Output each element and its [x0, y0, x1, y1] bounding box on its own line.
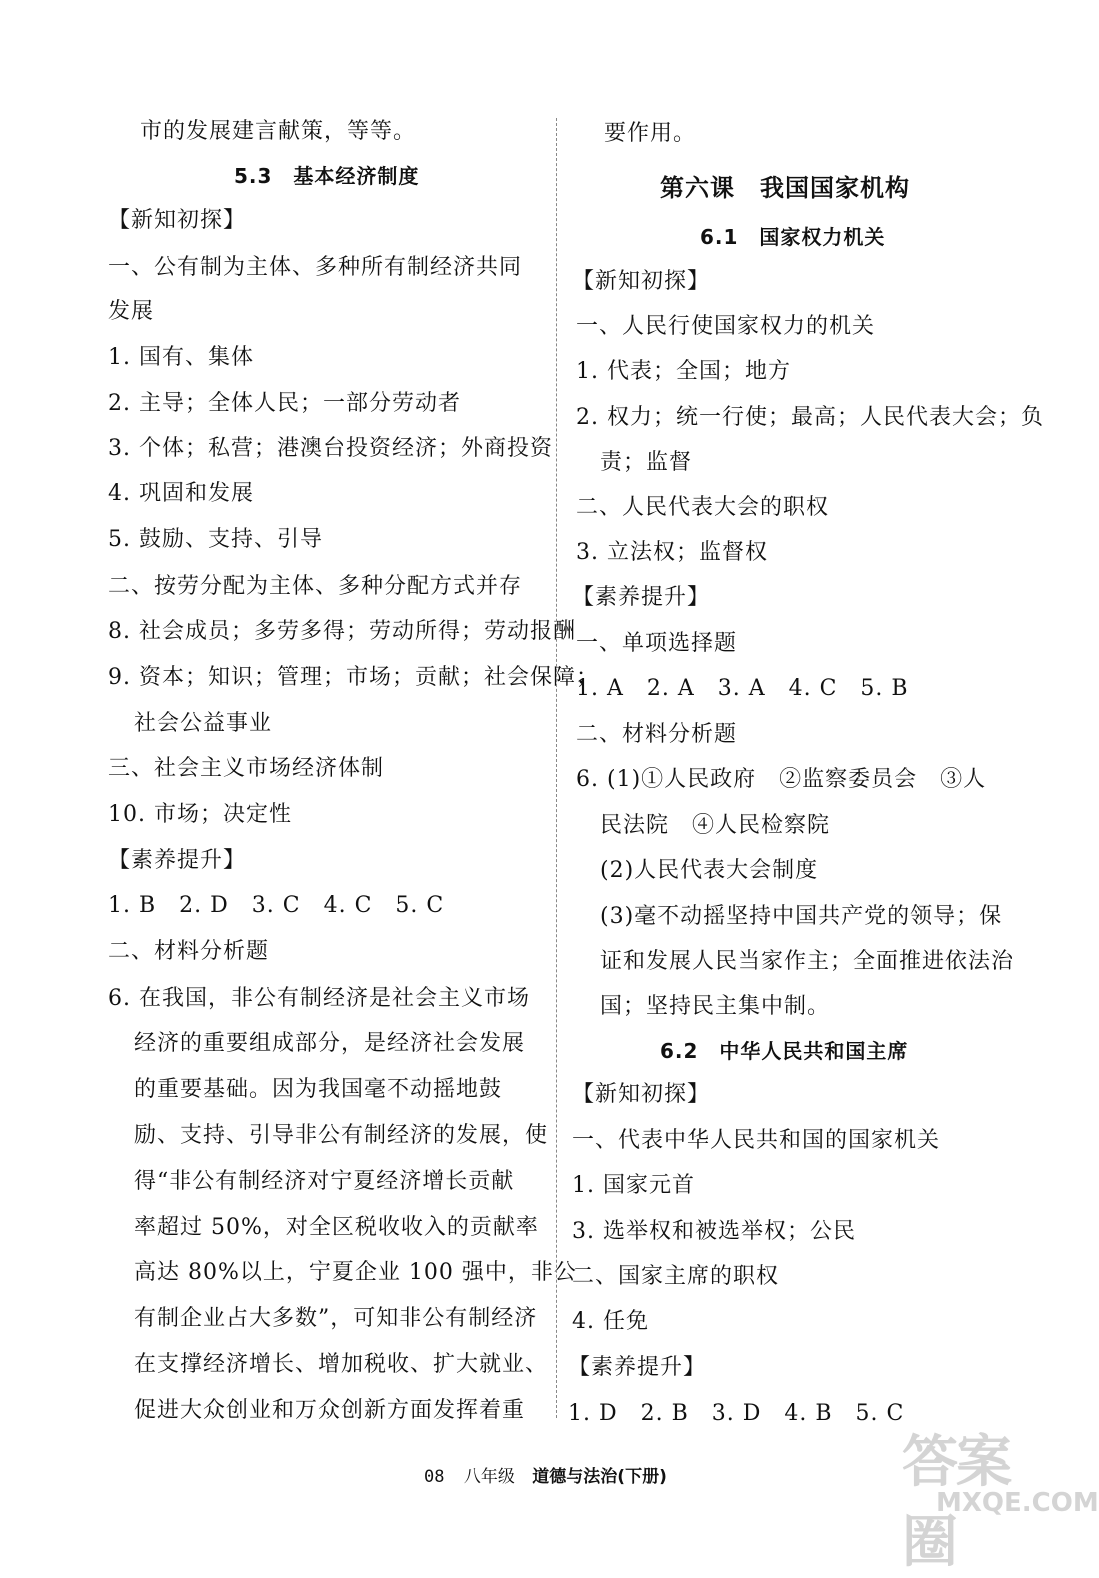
text-line: 一、单项选择题 — [576, 631, 738, 656]
subject-label: 道德与法治(下册) — [532, 1467, 667, 1487]
answer-line: 1. 代表；全国；地方 — [576, 359, 791, 384]
column-divider — [556, 118, 557, 1418]
text-line: 一、代表中华人民共和国的国家机关 — [572, 1128, 941, 1153]
text-line: 社会公益事业 — [134, 711, 273, 736]
text-line: 促进大众创业和万众创新方面发挥着重 — [134, 1398, 526, 1423]
subsection-label: 【新知初探】 — [572, 1082, 711, 1107]
answer-line: 1. A 2. A 3. A 4. C 5. B — [576, 676, 909, 701]
text-line: 有制企业占大多数”，可知非公有制经济 — [134, 1306, 538, 1331]
answer-line: 3. 个体；私营；港澳台投资经济；外商投资 — [108, 436, 553, 461]
text-line: 国；坚持民主集中制。 — [600, 994, 831, 1019]
answer-line: 3. 选举权和被选举权；公民 — [572, 1219, 856, 1244]
text-line: 一、人民行使国家权力的机关 — [576, 314, 876, 339]
text-line: 二、材料分析题 — [576, 722, 738, 747]
text-line: 一、公有制为主体、多种所有制经济共同 — [108, 255, 523, 280]
answer-line: 4. 任免 — [572, 1309, 649, 1334]
text-line: 得“非公有制经济对宁夏经济增长贡献 — [134, 1169, 515, 1194]
answer-line: 6. (1)①人民政府 ②监察委员会 ③人 — [576, 767, 987, 792]
answer-line: 3. 立法权；监督权 — [576, 540, 768, 565]
text-line: 的重要基础。因为我国毫不动摇地鼓 — [134, 1077, 503, 1102]
section-title: 6.2 中华人民共和国主席 — [660, 1039, 909, 1063]
subsection-label: 【新知初探】 — [572, 269, 711, 294]
answer-line: 1. B 2. D 3. C 4. C 5. C — [108, 893, 445, 918]
text-line: 市的发展建言献策，等等。 — [140, 119, 417, 144]
text-line: 三、社会主义市场经济体制 — [108, 756, 385, 781]
text-line: (3)毫不动摇坚持中国共产党的领导；保 — [600, 904, 1003, 929]
answer-line: 9. 资本；知识；管理；市场；贡献；社会保障； — [108, 665, 599, 690]
answer-line: 1. 国家元首 — [572, 1173, 695, 1198]
chapter-title: 第六课 我国国家机构 — [660, 174, 910, 202]
grade-label: 八年级 — [463, 1467, 515, 1487]
answer-line: 5. 鼓励、支持、引导 — [108, 527, 323, 552]
subsection-label: 【素养提升】 — [108, 848, 247, 873]
text-line: 率超过 50%，对全区税收收入的贡献率 — [134, 1215, 539, 1240]
section-title: 5.3 基本经济制度 — [234, 164, 420, 188]
watermark-site: MXQE.COM — [936, 1488, 1099, 1518]
answer-line: 1. 国有、集体 — [108, 345, 254, 370]
text-line: 高达 80%以上，宁夏企业 100 强中，非公 — [134, 1260, 577, 1285]
text-line: 二、国家主席的职权 — [572, 1264, 780, 1289]
text-line: 证和发展人民当家作主；全面推进依法治 — [600, 949, 1015, 974]
text-line: 民法院 ④人民检察院 — [600, 813, 831, 838]
text-line: (2)人民代表大会制度 — [600, 858, 819, 883]
answer-line: 6. 在我国，非公有制经济是社会主义市场 — [108, 986, 530, 1011]
text-line: 二、材料分析题 — [108, 939, 270, 964]
watermark-logo: 答案圈 — [902, 1430, 1010, 1575]
subsection-label: 【素养提升】 — [568, 1355, 707, 1380]
answer-line: 2. 主导；全体人民；一部分劳动者 — [108, 391, 461, 416]
text-line: 二、按劳分配为主体、多种分配方式并存 — [108, 574, 523, 599]
text-line: 在支撑经济增长、增加税收、扩大就业、 — [134, 1352, 549, 1377]
page-number: 08 — [424, 1467, 445, 1487]
text-line: 责；监督 — [600, 450, 693, 475]
page-footer — [424, 1462, 667, 1487]
watermark — [902, 1418, 1099, 1575]
text-line: 二、人民代表大会的职权 — [576, 495, 830, 520]
answer-line: 2. 权力；统一行使；最高；人民代表大会；负 — [576, 405, 1044, 430]
subsection-label: 【新知初探】 — [108, 208, 247, 233]
answer-line: 8. 社会成员；多劳多得；劳动所得；劳动报酬 — [108, 619, 576, 644]
answer-line: 1. D 2. B 3. D 4. B 5. C — [568, 1401, 905, 1426]
section-title: 6.1 国家权力机关 — [700, 225, 886, 249]
text-line: 励、支持、引导非公有制经济的发展，使 — [134, 1123, 549, 1148]
subsection-label: 【素养提升】 — [572, 585, 711, 610]
text-line: 发展 — [108, 299, 155, 324]
answer-line: 4. 巩固和发展 — [108, 481, 254, 506]
text-line: 经济的重要组成部分，是经济社会发展 — [134, 1031, 526, 1056]
text-line: 要作用。 — [604, 121, 697, 146]
answer-line: 10. 市场；决定性 — [108, 802, 292, 827]
